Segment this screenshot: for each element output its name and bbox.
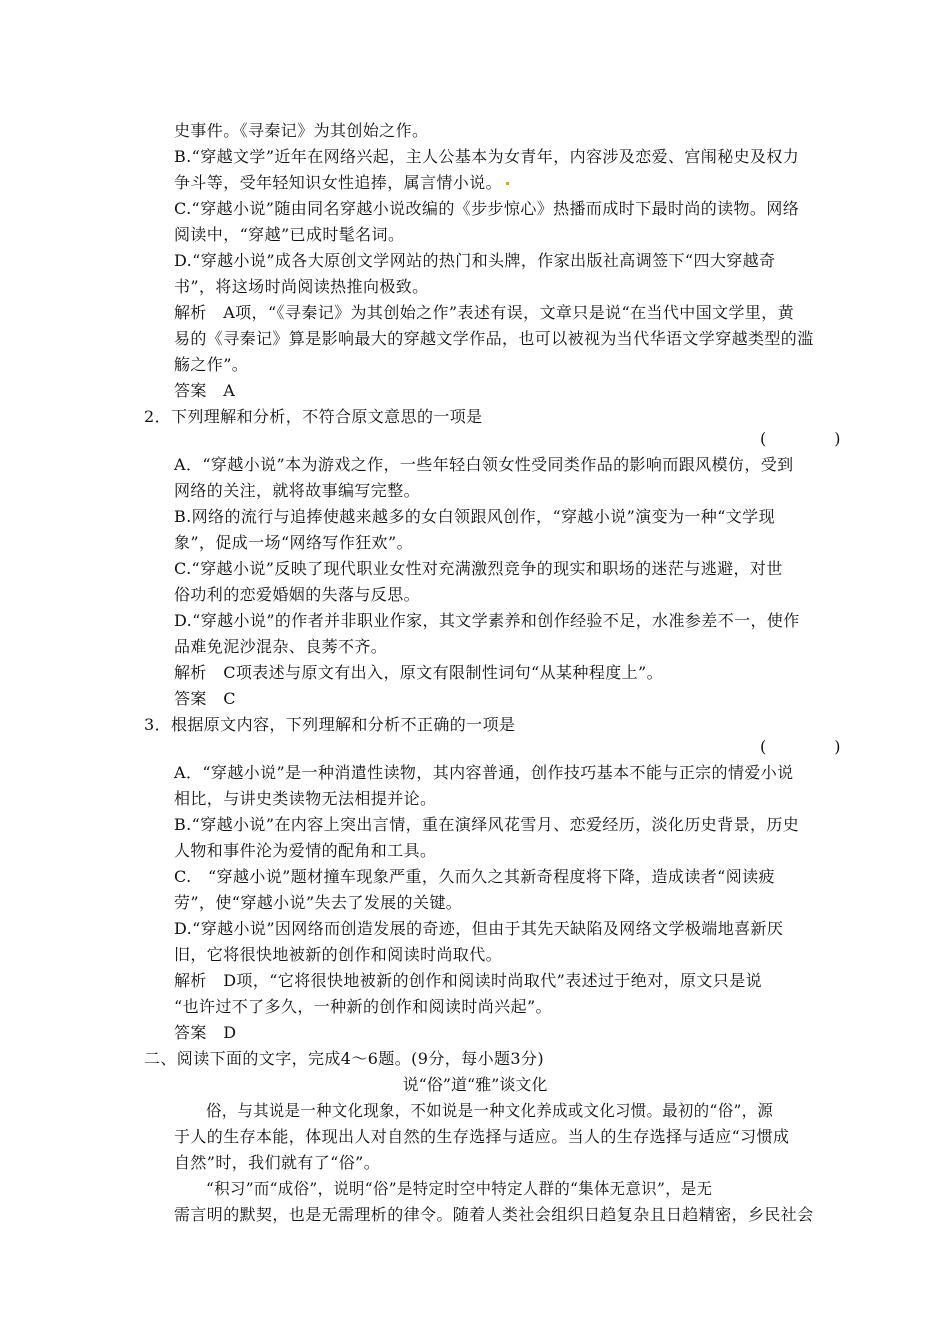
paragraph-line: 于人的生存本能，体现出人对自然的生存选择与适应。当人的生存选择与适应“习惯成	[174, 1127, 790, 1146]
text-line: 网络的关注，就将故事编写完整。	[174, 481, 421, 500]
text-line: D.“穿越小说”成各大原创文学网站的热门和头牌，作家出版社高调签下“四大穿越奇	[174, 251, 776, 270]
text-line: 相比，与讲史类读物无法相提并论。	[174, 789, 437, 808]
paragraph-line: 需言明的默契，也是无需理析的律令。随着人类社会组织日趋复杂且日趋精密，乡民社会	[174, 1205, 814, 1224]
text-line: 觞之作”。	[174, 355, 249, 374]
question-3: 3．根据原文内容，下列理解和分析不正确的一项是	[144, 715, 516, 734]
answer-blank: ( )	[760, 737, 853, 756]
text-line: 品难免泥沙混杂、良莠不齐。	[174, 637, 388, 656]
answer-line: 答案 A	[174, 381, 236, 400]
text-line: 旧，它将很快地被新的创作和阅读时尚取代。	[174, 945, 503, 964]
text-line: 劳”，使“穿越小说”失去了发展的关键。	[174, 893, 463, 912]
article-title: 说“俗”道“雅”谈文化	[402, 1075, 548, 1094]
text-line: B.“穿越文学”近年在网络兴起，主人公基本为女青年，内容涉及恋爱、宫闱秘史及权力	[174, 147, 800, 166]
section-heading: 二、阅读下面的文字，完成4～6题。(9分，每小题3分)	[144, 1049, 545, 1068]
option-a: A．“穿越小说”是一种消遣性读物，其内容普通，创作技巧基本不能与正宗的情爱小说	[174, 763, 794, 782]
analysis-line: 解析 C项表述与原文有出入，原文有限制性词句“从某种程度上”。	[174, 663, 664, 682]
option-d: D.“穿越小说”因网络而创造发展的奇迹，但由于其先天缺陷及网络文学极端地喜新厌	[174, 919, 784, 938]
option-d: D.“穿越小说”的作者并非职业作家，其文学素养和创作经验不足，水准参差不一，使作	[174, 611, 800, 630]
text-line-content: 争斗等，受年轻知识女性追捧，属言情小说。	[174, 173, 503, 192]
text-line: 史事件。《寻秦记》为其创始之作。	[174, 121, 429, 140]
paragraph-line: 俗，与其说是一种文化现象，不如说是一种文化养成或文化习惯。最初的“俗”，源	[206, 1101, 774, 1120]
text-line: 人物和事件沦为爱情的配角和工具。	[174, 841, 437, 860]
paragraph-line: 自然”时，我们就有了“俗”。	[174, 1153, 381, 1172]
option-b: B.网络的流行与追捧使越来越多的女白领跟风创作，“穿越小说”演变为一种“文学现	[174, 507, 775, 526]
analysis-line: 解析 D项，“它将很快地被新的创作和阅读时尚取代”表述过于绝对，原文只是说	[174, 971, 762, 990]
text-line: 书”，将这场时尚阅读热推向极致。	[174, 277, 429, 296]
option-c: C.“穿越小说”反映了现代职业女性对充满激烈竞争的现实和职场的迷茫与逃避，对世	[174, 559, 783, 578]
answer-line: 答案 C	[174, 689, 236, 708]
text-line: 易的《寻秦记》算是影响最大的穿越文学作品，也可以被视为当代华语文学穿越类型的滥	[174, 329, 814, 348]
mark-dot-icon	[506, 182, 509, 185]
text-line	[174, 170, 814, 196]
text-line: 象”，促成一场“网络写作狂欢”。	[174, 533, 413, 552]
text-line: 俗功利的恋爱婚姻的失落与反思。	[174, 585, 421, 604]
option-c: C. “穿越小说”题材撞车现象严重，久而久之其新奇程度将下降，造成读者“阅读疲	[174, 867, 775, 886]
text-line: C.“穿越小说”随由同名穿越小说改编的《步步惊心》热播而成时下最时尚的读物。网络	[174, 199, 800, 218]
answer-blank: ( )	[760, 429, 853, 448]
text-line: 阅读中，“穿越”已成时髦名词。	[174, 225, 405, 244]
question-2: 2．下列理解和分析，不符合原文意思的一项是	[144, 407, 483, 426]
paragraph-line: “积习”而“成俗”，说明“俗”是特定时空中特定人群的“集体无意识”，是无	[206, 1179, 713, 1198]
text-line: “也许过不了多久，一种新的创作和阅读时尚兴起”。	[174, 997, 552, 1016]
analysis-line: 解析 A项，“《寻秦记》为其创始之作”表述有误，文章只是说“在当代中国文学里，黄	[174, 303, 795, 322]
option-b: B.“穿越小说”在内容上突出言情，重在演绎风花雪月、恋爱经历，淡化历史背景，历史	[174, 815, 800, 834]
answer-line: 答案 D	[174, 1023, 237, 1042]
option-a: A．“穿越小说”本为游戏之作，一些年轻白领女性受同类作品的影响而跟风模仿，受到	[174, 455, 794, 474]
